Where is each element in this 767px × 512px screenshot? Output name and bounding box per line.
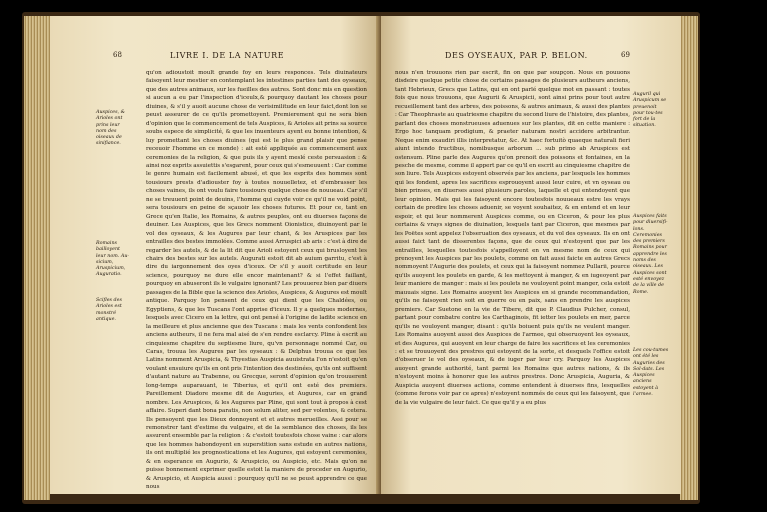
left-margin-note-1: Auspices, & Arioles ont prins leur nom des oiseaux de sinifiance. [96,110,125,147]
page-edges-left [24,16,50,500]
left-margin-note-2: Romains bailloyent leur nom. Au-sicium, Aruspicium, Auguratio. [96,241,130,278]
right-folio: 69 [621,51,630,59]
left-running-head: LIVRE I. DE LA NATURE [170,51,285,60]
right-margin-note-1: Auguril qui Aruspicum se preuenoit pour tou-tes fort de la situation. [633,92,667,129]
right-body-text: nous n'en trouuons rien par escrit, fin on que par soupçon. Nous en pouuons disdeire quelque petite chose de certains passages de plusieurs autheurs anciens, tant Hebrieux, Grecs que Latins, qui en ont parlé quelque mot en passant : toutes fois que nous trouuons, que Augurii & Aruspicii, sont ainsi prins pour tout autre recueillement tant des arbres, des poissons, & autres animaux, & aussi des plantes : Car Theophraste au quatriesme chapitre du second liure de l'histoire, des plantes, parlant des choses monstrueuses aduenues sur les plantes, dit en cette maniere : Ergo hoc tanquam prodigium, & praeter naturam nostri accidere arbitrantur. Neque enim exaudiri illis interpretatur, &c. At haec fortuitò quaeque naturali fieri aiunt intendo fructibus, nomibusque arborum ... sub primo ab Aruspices est ostensum. Pline parle des Augures qu'on prenoit des poissons et fontaines, en la pesche de mesme, comme il appert par ce qu'il en escrit au cinquiesme chapitre de son liure. Tels Auspices estoyent observés par les anciens, par lesquels les hommes qui les fondent, apres les sacrifices esprouoyent aussi leur cuire, et vn oyseau ou bien prinses, en diuerses aussi plusieurs paroles, laquelle et qui entendoyent que leur opinion. Mais qui les faisoyent encore toutesfois nouueaux estre les vrays certain de predire les choses aduenir, se voyent souhaitez, & en entend et en leur espoir, et qui leur nommerent Auspices comme, ou en Ciceron, & pour les plus certains & vrays signes de diuination, lesquels tant par Ciceron, que mesmes par les Poëtes sont appelez l'obseruation des oyseaux, et du vol des oyseaux. Ils en ont aussi faict tant de disserentes façons, que de ceux qui n'estoyent que par les entrailles, lesquelles toutesfois s'appelloyent en vn mesme nom de ceux qui prenoyent les Auspices par les poulets, comme on fait aussi faicte en autres Grecs nommoyent l'Augurie des poulets, et ceux qui la faisoyent nommez Pullarii, pource qu'ils auoyent les poulets en garde, & les mettoyent à manger, & en iugeoyent par leur maniere de manger : mais si les poulets ne vouloyent point manger, cela estoit mauuais signe. Les Romains auoyent les Auspices en si grande recommandation, qu'ils ne faisoyent rien soit en guerre ou en paix, sans en prendre les auspices premiers. Car Suetone en la vie de Tibere, dit que P. Claudius Pulcher, consul, partant pour combatre contre les Carthaginois, fit ietter les poulets en mer, parce qu'ils ne vouloyent manger, disant : qu'ils boiuent puis qu'ils ne veulent manger. Les Romains auoyent aussi des Auspices de l'armee, qui obseruoyent les oyseaux, et des Augures, qui auoyent en leur charge de faire les sacrifices et les ceremonies : et se trouuoyent des prestres qui estoyent de la sorte, et desquels l'office estoit d'obseruer le vol des oyseaux, & de iuger par leur cry. Parquoy les Auspices auoyent grande authorité, tant parmi les Romains que autres nations, & ils n'estoyent moins à honorer que les autres prestres. Donc Aruspicia, Auguria, & Auspicia auoyent diuerses actions, comme entendent à diuerses fins, lesquelles (comme ferons voir par ce apres) n'estoyent nommés de ceux qui les faisoyent, que de la vie vulgaire de leur faict. Ce que qu'il y a eu plus [395,70,630,406]
right-margin-note-3: Les cou-tumes ont été les Auguries des Sol-dats. Les Auspices anciens estoyent à l'armee. [633,348,669,398]
left-body-text: qu'on adioustoit moult grande foy en leurs responces. Tels diuinateurs faisoyent leur mestier en contemplant les intestines parties tant des oyseaux, que des autres animaux, sur les fueilles des autres. Sont donc mis en question si aucun a eu par l'inspection d'iceulx,& pourquoy dautant les choses pour diuines, & s'il y auoit aucune chose de verisimilitude en leur faict,dont lon se peust asseurer de ce qu'ils promettoyent. Premierement qui ne sera bien d'opinion que le commencement de tels Auspices, & Arioles ait prins sa source soubs espece de simplicité, & que les inuenteurs ayent eu bonne intention, & luy promettant les choses diuines (qui est le plus grand plaisir que pense receuoir l'homme en ce monde) : ait esté appliquée au commencement aux ceremonies de la religion, & que puis ils y ayent meslé ceste persuasion : & ainsi noz esprits assuiettis s'esgarent, pour ceux qui s'esmeuuent : Car comme le genre humain est facilement abusé, et que les esprits des hommes sont tousiours prests d'adiouster foy à toutes nouuelletez, et d'embrasser les choses vaines, ils ont voulu faire tousiours quelque chose de nouueau. Car s'il ne se treuuent point de deuins, l'homme qui cuyde voir ce qu'il ne void point, sera tousiours en peine de sçauoir les choses futures. Et pour ce, tant en Grece qu'en Italie, les Romains, & autres peuples, ont eu diuerses façons de deuiner. Les Auspices, que les Grecs nomment Oionistice, diuinoyent par le vol des oyseaux, & les Augures par leur chant, & les Aruspices par les entrailles des bestes immolées. Comme aussi Arruspici ab aris : c'est à dire de regarder les autels, & de la lit dit que Arioli estoyent ceux qui brusloyent les chairs des bestes sur les autels. Augurati estoit dit ab auium garritu, c'est à dire du iargonnement des oyes d'iceux. Or s'il y auoit certitude en leur science, pourquoy ne dure elle encor maintenant? & si l'effet faillant, pourquoy en abuseront ils le vulgaire ignorant? Les prouuerez bien par diuers passages de la Bible que la science des Arioles, Auspices, & Augures est moult antique. Parquoy Ion pensent de ceux qui dient que les Chaldées, ou Egyptiens, & que les Tuscans l'ont apprise d'iceux. Il y a quelques modernes, lesquels avec Cicero en la lettre, qui ont pensé à l'origine de ladite science en la meilleure et plus ancienne que des Tuscans : mais les vents confondent les anciens autheurs, il ne fera mal aisé de s'en rendre esclarcy. Pline à escrit au cinquiesme chapitre du septiesme liure, qu'vn personnage nommé Car, ou Caras, trouua les Augures par les oyseaux : & Delphus trouua ce que les Latins nomment Aruspicia, & Thyestias Auspicia auuistrata l'on n'estoit qu'en voulant ensuiure qu'ils en ont pris l'intention des destinées, qu'ils ont suffisent d'autant nature au Trabenne, ou Grecque, seront d'opinion qu'on trouuerent long-temps auparauant, ie Tiberius, et qu'il ont esté des premiers. Pareillement Diadore mesme dit de Auguries, et Augures, car en grand nombre. Les Aruspices, & les Augures par Pline, qui sont tout à propos à cest affaire. Superi dant bona paratis, non solum aliter, sed per volentes, & cetera. Ils pensoyent que les Dieux donnoyent et et autres merueilles. Assi pour se remonstrer tant d'estime du vulgaire, et de la semblance des choses, ils les assurent ensemble par la religion : & c'estoit toutesfois chose vaine : car alors que les hommes habondoyent en superstition sans estude en autres nations, ils ont multiplié les prognostications et les Augures, qui estoyent ceremonies, & en esperance en Augurio, & Aruspicio, ou Auspicio, etc. Mais qu'on ne puisse bonnement exprimer quelle estoit la maniere de proceder en Augurio, & Aruspicio, et Auspicia aussi : pourquoy qu'il ne se peust apprendre ce que nous [146,70,367,491]
left-margin-note-3: Scifles des Arioles est monstré antique. [96,298,122,322]
right-running-head: DES OYSEAUX, PAR P. BELON. [445,51,588,60]
open-book [22,8,700,504]
page-edges-right [680,16,698,500]
right-margin-note-2: Auspices faits pour diuersifi-lons. Ceremonies des premiers Romains pour apprendre les noms des oiseaux. Les Auspices sont esté envoyez de la ville de Rome. [633,214,668,295]
left-folio: 68 [113,51,122,59]
left-page [50,16,380,494]
right-page [381,16,681,494]
